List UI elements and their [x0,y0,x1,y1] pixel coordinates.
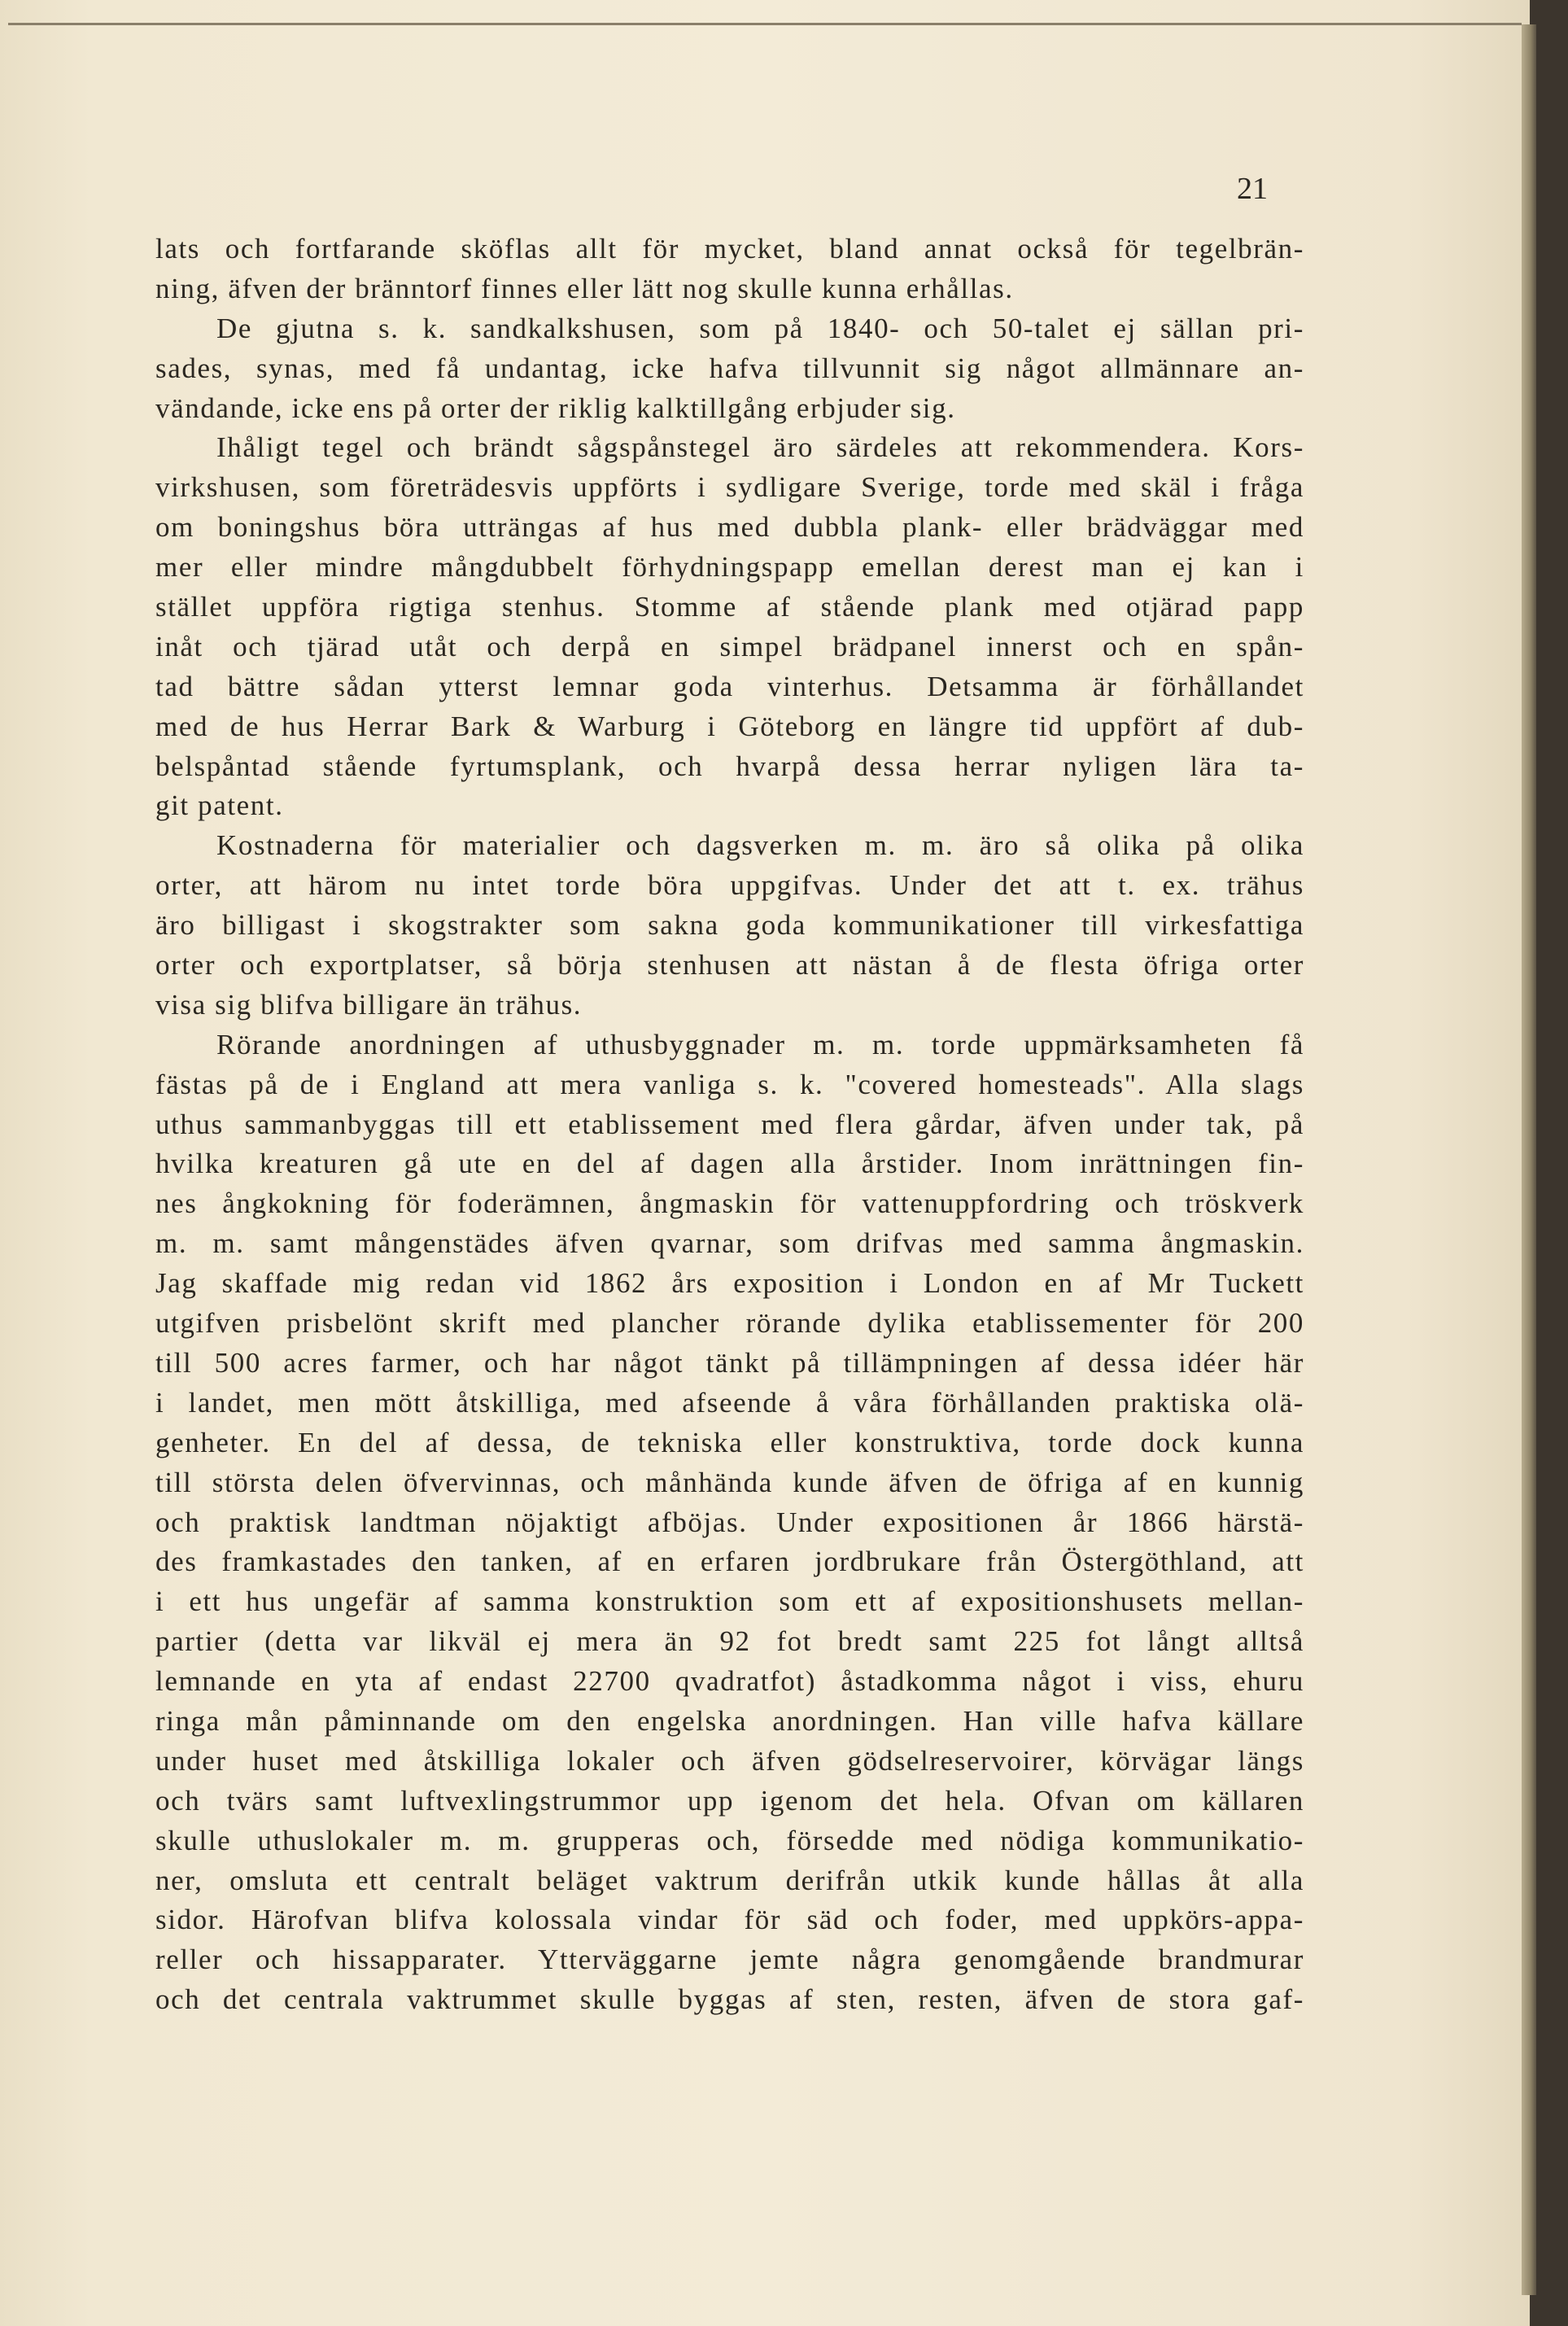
text-line: mer eller mindre mångdubbelt förhydningspapp emellan derest man ej kan i [155,551,1304,584]
text-line: De gjutna s. k. sandkalkshusen, som på 1840- och 50-talet ej sällan pri- [216,312,1304,344]
text-line: hvilka kreaturen gå ute en del af dagen alla årstider. Inom inrättningen fin- [155,1148,1304,1180]
text-line: genheter. En del af dessa, de tekniska eller konstruktiva, torde dock kunna [155,1426,1304,1458]
top-rule [8,23,1522,25]
text-line: orter och exportplatser, så börja stenhusen att nästan å de flesta öfriga orter [155,949,1304,982]
text-line: belspåntad stående fyrtumsplank, och hvarpå dessa herrar nyligen lära ta- [155,750,1304,782]
text-line: om boningshus böra utträngas af hus med dubbla plank- eller brädväggar med [155,511,1304,544]
text-line: äro billigast i skogstrakter som sakna goda kommunikationer till virkesfattiga [155,909,1304,942]
text-line: lemnande en yta af endast 22700 qvadratfot) åstadkomma något i viss, ehuru [155,1665,1304,1698]
text-line: reller och hissapparater. Ytterväggarne jemte några genomgående brandmurar [155,1943,1304,1976]
text-line: lats och fortfarande sköflas allt för mycket, bland annat också för tegelbrän- [155,233,1304,265]
text-line: sades, synas, med få undantag, icke hafva tillvunnit sig något allmännare an- [155,352,1304,384]
text-line: partier (detta var likväl ej mera än 92 fot bredt samt 225 fot långt alltså [155,1625,1304,1658]
text-line: inåt och tjärad utåt och derpå en simpel brädpanel innerst och en spån- [155,630,1304,662]
text-line: och tvärs samt luftvexlingstrummor upp igenom det hela. Ofvan om källaren [155,1784,1304,1817]
text-line: m. m. samt mångenstädes äfven qvarnar, som drifvas med samma ångmaskin. [155,1227,1304,1260]
text-line: sidor. Härofvan blifva kolossala vindar för säd och foder, med uppkörs-appa- [155,1904,1304,1936]
text-line: och det centrala vaktrummet skulle byggas af sten, resten, äfven de stora gaf- [155,1983,1304,2016]
text-line: uthus sammanbyggas till ett etablissement med flera gårdar, äfven under tak, på [155,1108,1304,1140]
text-line: fästas på de i England att mera vanliga s. k. "covered homesteads". Alla slags [155,1068,1304,1100]
text-line: Ihåligt tegel och brändt sågspånstegel äro särdeles att rekommendera. Kors- [216,431,1304,464]
text-line: och praktisk landtman nöjaktigt afböjas. Under expositionen år 1866 härstä- [155,1506,1304,1538]
text-line: ringa mån påminnande om den engelska anordningen. Han ville hafva källare [155,1704,1304,1737]
text-line: i landet, men mött åtskilliga, med afseende å våra förhållanden praktiska olä- [155,1386,1304,1419]
text-line: ner, omsluta ett centralt beläget vaktrum derifrån utkik kunde hållas åt alla [155,1864,1304,1896]
text-line: orter, att härom nu intet torde böra uppgifvas. Under det att t. ex. trähus [155,869,1304,902]
text-line: Rörande anordningen af uthusbyggnader m. m. torde uppmärksamheten få [216,1028,1304,1060]
page-number: 21 [1237,172,1268,206]
text-line: virkshusen, som företrädesvis uppförts i sydligare Sverige, torde med skäl i fråga [155,471,1304,504]
text-line: ning, äfven der bränntorf finnes eller lätt nog skulle kunna erhållas. [155,272,1014,304]
text-line: git patent. [155,789,284,822]
text-line: utgifven prisbelönt skrift med plancher rörande dylika etablissementer för 200 [155,1307,1304,1340]
text-line: vändande, icke ens på orter der riklig kalktillgång erbjuder sig. [155,391,956,424]
text-line: till 500 acres farmer, och har något tänkt på tillämpningen af dessa idéer här [155,1346,1304,1379]
text-line: tad bättre sådan ytterst lemnar goda vinterhus. Detsamma är förhållandet [155,670,1304,702]
text-line: under huset med åtskilliga lokaler och äfven gödselreservoirer, körvägar längs [155,1744,1304,1777]
text-line: Jag skaffade mig redan vid 1862 års exposition i London en af Mr Tuckett [155,1267,1304,1300]
text-line: stället uppföra rigtiga stenhus. Stomme af stående plank med otjärad papp [155,591,1304,623]
text-line: visa sig blifva billigare än trähus. [155,988,583,1021]
text-line: Kostnaderna för materialier och dagsverken m. m. äro så olika på olika [216,829,1304,862]
text-line: till största delen öfvervinnas, och månhända kunde äfven de öfriga af en kunnig [155,1466,1304,1498]
text-line: skulle uthuslokaler m. m. grupperas och, försedde med nödiga kommunikatio- [155,1824,1304,1856]
body-text [155,230,1304,2020]
text-line: med de hus Herrar Bark & Warburg i Göteborg en längre tid uppfört af dub- [155,710,1304,742]
text-line: i ett hus ungefär af samma konstruktion som ett af expositionshusets mellan- [155,1585,1304,1618]
text-line: nes ångkokning för foderämnen, ångmaskin för vattenuppfordring och tröskverk [155,1187,1304,1220]
text-line: des framkastades den tanken, af en erfaren jordbrukare från Östergöthland, att [155,1546,1304,1578]
